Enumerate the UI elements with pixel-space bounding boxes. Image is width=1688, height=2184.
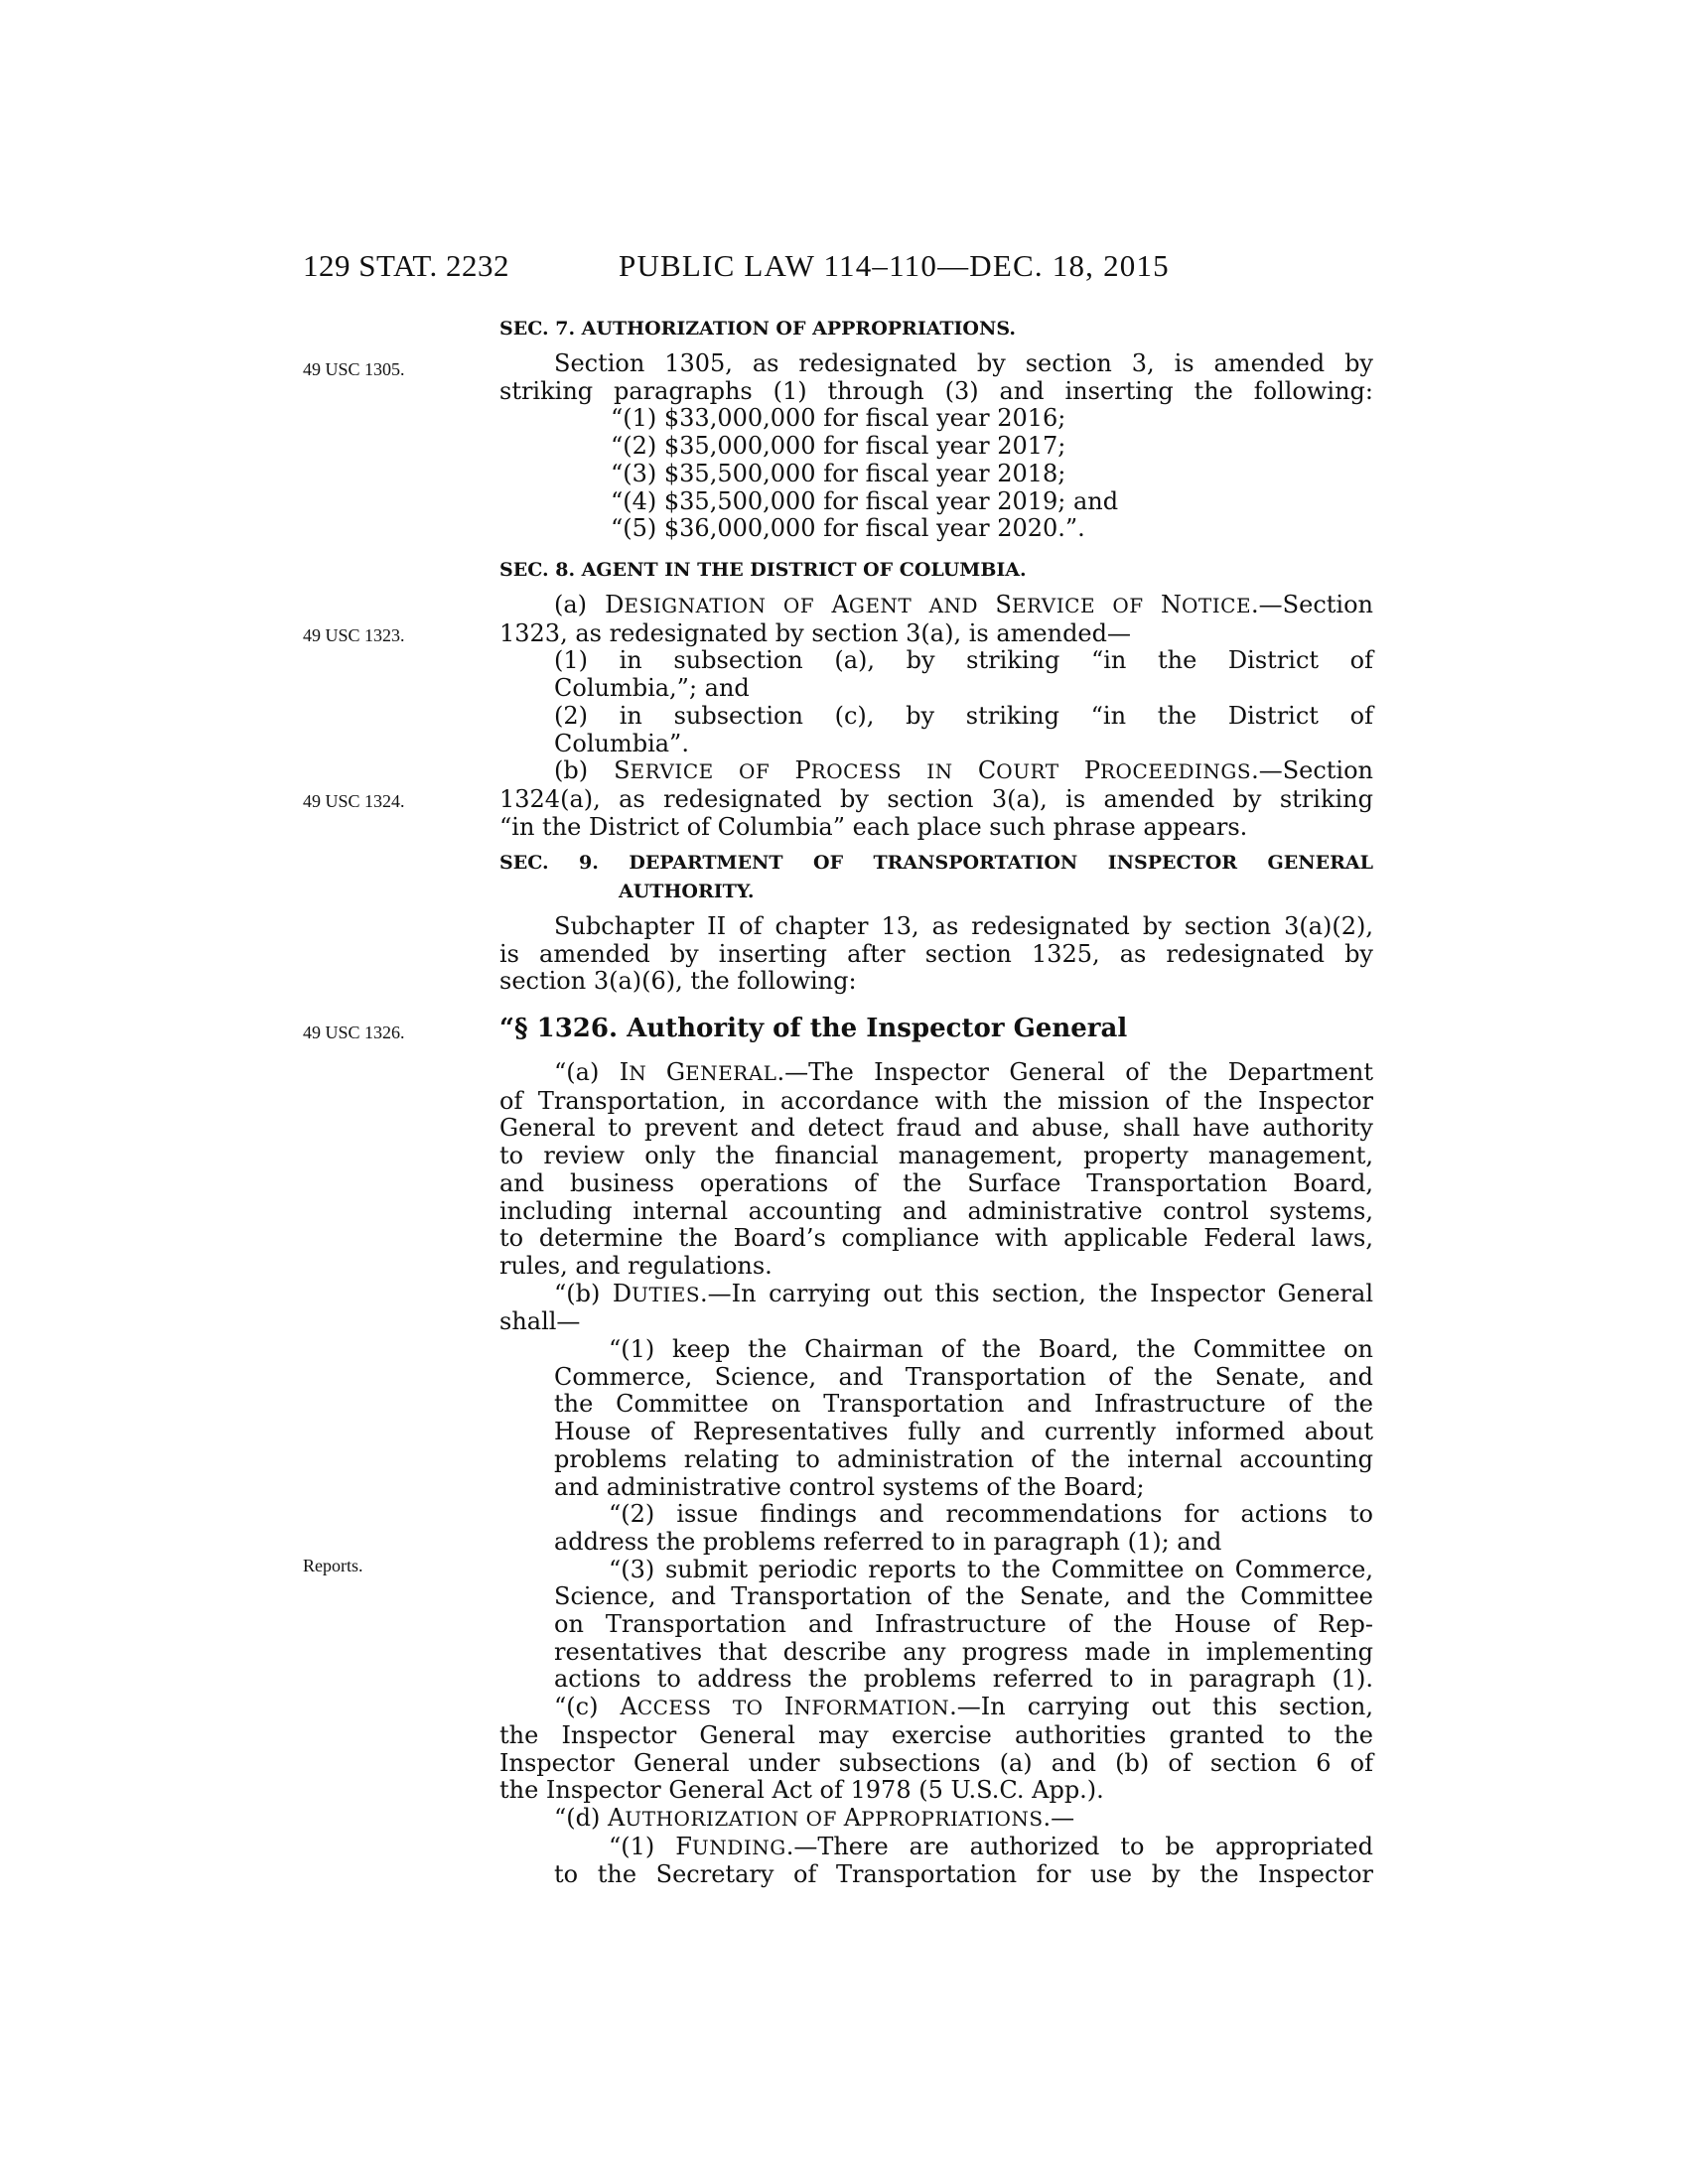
- sec7-intro-line: striking paragraphs (1) through (3) and inserting the following:: [499, 376, 1373, 405]
- sec1326-c-line: “(c) ACCESS TO INFORMATION.—In carrying out this section,: [554, 1693, 1373, 1721]
- sec1326-c-line: the Inspector General Act of 1978 (5 U.S.C. App.).: [499, 1776, 1104, 1805]
- sec1326-d1-line: “(1) FUNDING.—There are authorized to be appropriated: [609, 1832, 1373, 1860]
- sec1326-b3-line: “(3) submit periodic reports to the Committee on Commerce,: [609, 1555, 1373, 1583]
- running-title: PUBLIC LAW 114–110—DEC. 18, 2015: [619, 248, 1170, 283]
- sec9-intro-line: is amended by inserting after section 1325, as redesignated by: [499, 939, 1373, 968]
- sec1326-b1-line: House of Representatives fully and currently informed about: [554, 1418, 1373, 1446]
- sec7-intro-line: Section 1305, as redesignated by section 3, is amended by: [554, 349, 1373, 377]
- sec1326-a-line: of Transportation, in accordance with the mission of the Inspector: [499, 1086, 1373, 1115]
- sec1326-d1-line: to the Secretary of Transportation for use by the Inspector: [554, 1860, 1373, 1889]
- sec8-b-line: 1324(a), as redesignated by section 3(a), is amended by striking: [499, 784, 1373, 813]
- margin-note-usc1326: 49 USC 1326.: [303, 1023, 405, 1042]
- sec1326-b1-line: the Committee on Transportation and Infrastructure of the: [554, 1390, 1373, 1419]
- sec9-intro-line: section 3(a)(6), the following:: [499, 967, 857, 996]
- sec9-body: [499, 913, 1373, 996]
- appropriation-item: “(4) $35,500,000 for fiscal year 2019; and: [611, 486, 1119, 515]
- sec1326-a-line: rules, and regulations.: [499, 1251, 773, 1280]
- sec8-a-line: (a) DESIGNATION OF AGENT AND SERVICE OF NOTICE.—Section: [554, 591, 1373, 618]
- sec7-heading: SEC. 7. AUTHORIZATION OF APPROPRIATIONS.: [499, 318, 1017, 340]
- appropriation-item: “(2) $35,000,000 for fiscal year 2017;: [611, 432, 1066, 461]
- sec8-a1-line: (1) in subsection (a), by striking “in the District of: [554, 646, 1373, 675]
- sec9-intro-line: Subchapter II of chapter 13, as redesignated by section 3(a)(2),: [554, 912, 1373, 940]
- statute-page-number: 129 STAT. 2232: [303, 248, 510, 283]
- sec1326-c-line: Inspector General under subsections (a) and (b) of section 6 of: [499, 1748, 1373, 1777]
- sec1326-b-line: shall—: [499, 1307, 581, 1336]
- sec7-body: [499, 350, 1373, 543]
- appropriation-item: “(1) $33,000,000 for fiscal year 2016;: [611, 404, 1066, 433]
- section-1326-title: “§ 1326. Authority of the Inspector General: [499, 1014, 1128, 1043]
- sec1326-a-line: General to prevent and detect fraud and abuse, shall have authority: [499, 1114, 1373, 1143]
- sec1326-b3-line: Science, and Transportation of the Senate, and the Committee: [554, 1582, 1373, 1611]
- sec1326-a-line: and business operations of the Surface Transportation Board,: [499, 1168, 1373, 1197]
- sec1326-a-line: including internal accounting and administrative control systems,: [499, 1196, 1373, 1225]
- sec1326-b2-line: address the problems referred to in paragraph (1); and: [554, 1527, 1222, 1556]
- sec8-b-line: “in the District of Columbia” each place such phrase appears.: [499, 812, 1248, 841]
- sec9-heading-line: SEC. 9. DEPARTMENT OF TRANSPORTATION INSPECTOR GENERAL: [499, 852, 1373, 874]
- sec8-a2-line: (2) in subsection (c), by striking “in the District of: [554, 701, 1373, 730]
- sec1326-b3-line: actions to address the problems referred to in paragraph (1).: [554, 1665, 1373, 1694]
- sec8-a-line: 1323, as redesignated by section 3(a), is amended—: [499, 618, 1131, 647]
- sec1326-a-line: to determine the Board’s compliance with applicable Federal laws,: [499, 1224, 1373, 1253]
- sec8-b-line: (b) SERVICE OF PROCESS IN COURT PROCEEDINGS.—Section: [554, 756, 1374, 785]
- margin-note-reports: Reports.: [303, 1556, 363, 1575]
- margin-note-usc1323: 49 USC 1323.: [303, 625, 405, 645]
- appropriation-item: “(5) $36,000,000 for fiscal year 2020.”.: [611, 514, 1085, 543]
- sec1326-b3-line: resentatives that describe any progress made in implementing: [554, 1637, 1373, 1666]
- sec1326-body: [499, 1059, 1373, 1889]
- sec1326-c-line: the Inspector General may exercise authorities granted to the: [499, 1720, 1373, 1749]
- sec8-a2-line: Columbia”.: [554, 729, 689, 757]
- sec1326-d-line: “(d) AUTHORIZATION OF APPROPRIATIONS.—: [554, 1803, 1075, 1832]
- sec8-heading: SEC. 8. AGENT IN THE DISTRICT OF COLUMBIA.: [499, 559, 1027, 581]
- sec1326-b3-line: on Transportation and Infrastructure of the House of Rep-: [554, 1610, 1373, 1639]
- sec9-heading: [499, 852, 1373, 909]
- margin-note-usc1324: 49 USC 1324.: [303, 791, 405, 811]
- sec1326-b1-line: “(1) keep the Chairman of the Board, the Committee on: [609, 1335, 1373, 1364]
- sec1326-a-line: “(a) IN GENERAL.—The Inspector General of the Department: [554, 1058, 1373, 1086]
- sec1326-a-line: to review only the financial management, property management,: [499, 1142, 1373, 1170]
- sec8-body: [499, 592, 1373, 841]
- margin-note-usc1305: 49 USC 1305.: [303, 359, 405, 379]
- appropriation-item: “(3) $35,500,000 for fiscal year 2018;: [611, 459, 1066, 487]
- sec8-a1-line: Columbia,”; and: [554, 674, 750, 703]
- sec1326-b2-line: “(2) issue findings and recommendations for actions to: [609, 1500, 1373, 1529]
- sec1326-b1-line: and administrative control systems of the Board;: [554, 1472, 1145, 1501]
- sec9-heading-line: AUTHORITY.: [619, 881, 755, 902]
- sec1326-b1-line: problems relating to administration of the internal accounting: [554, 1444, 1373, 1473]
- sec1326-b-line: “(b) DUTIES.—In carrying out this section, the Inspector General: [554, 1279, 1373, 1307]
- sec1326-b1-line: Commerce, Science, and Transportation of the Senate, and: [554, 1362, 1373, 1391]
